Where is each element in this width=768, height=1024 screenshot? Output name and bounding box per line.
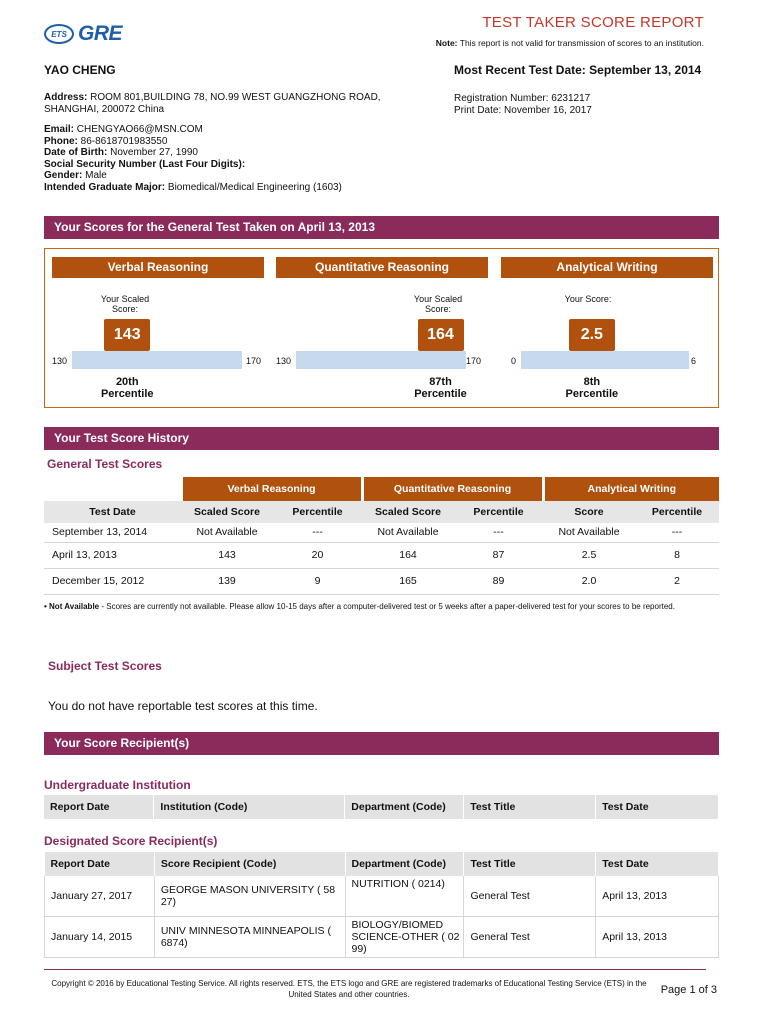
gender-row [44, 170, 342, 182]
column-header: Test Date [596, 795, 719, 819]
score-panel [44, 248, 719, 408]
email-row [44, 124, 342, 136]
email-value: CHENGYAO66@MSN.COM [76, 124, 203, 135]
range-max: 170 [246, 356, 262, 366]
score-card-quantitative [276, 257, 488, 405]
score-card-verbal [52, 257, 264, 405]
ssn-row [44, 159, 342, 171]
page-number: Page 1 of 3 [660, 984, 717, 996]
table-cell: General Test [464, 876, 596, 916]
score-range-bar [521, 351, 689, 369]
percentile-value: 87th [429, 376, 452, 388]
table-cell: 20 [273, 542, 362, 568]
table-cell: April 13, 2013 [44, 542, 181, 568]
table-cell: NUTRITION ( 0214) [345, 876, 464, 916]
group-header: Quantitative Reasoning [362, 477, 543, 501]
table-row [45, 876, 719, 916]
scores-section-bar: Your Scores for the General Test Taken on April 13, 2013 [44, 216, 719, 239]
footnote-label: • Not Available [44, 602, 100, 611]
not-available-footnote [44, 602, 719, 612]
designated-recipients-table [44, 852, 719, 958]
range-min: 0 [511, 356, 517, 366]
percentile-label: Percentile [414, 388, 467, 400]
address-value: ROOM 801,BUILDING 78, NO.99 WEST GUANGZHONG ROAD, SHANGHAI, 200072 China [44, 92, 381, 115]
table-cell: 2.0 [543, 568, 635, 594]
dob-row [44, 147, 342, 159]
table-cell: 9 [273, 568, 362, 594]
column-header: Test Date [44, 501, 181, 523]
table-cell: --- [273, 523, 362, 542]
table-cell: Not Available [181, 523, 273, 542]
report-note [436, 38, 704, 48]
table-cell: 2.5 [543, 542, 635, 568]
table-cell: December 15, 2012 [44, 568, 181, 594]
copyright-notice: Copyright © 2016 by Educational Testing Service. All rights reserved. ETS, the ETS logo and GRE are registered trademarks of Educational Testing Service (ETS) in the United States and other countries. [51, 979, 647, 999]
table-cell: April 13, 2013 [596, 876, 719, 916]
score-range-bar [296, 351, 466, 369]
column-header: Report Date [45, 852, 155, 876]
score-label: Your Score: [564, 294, 612, 304]
table-cell: 164 [362, 542, 454, 568]
print-date-label: Print Date: [454, 105, 502, 116]
table-header-row [44, 795, 719, 819]
registration-label: Registration Number: [454, 93, 549, 104]
most-recent-label: Most Recent Test Date: [454, 63, 586, 77]
column-header: Score [543, 501, 635, 523]
group-header: Analytical Writing [543, 477, 719, 501]
phone-label: Phone: [44, 135, 78, 147]
percentile-value: 8th [583, 376, 601, 388]
table-row [44, 542, 719, 568]
table-cell: --- [635, 523, 719, 542]
registration-info [454, 93, 592, 117]
range-max: 170 [466, 356, 482, 366]
table-header-row [45, 852, 719, 876]
column-header: Institution (Code) [154, 795, 345, 819]
gender-label: Gender: [44, 170, 83, 181]
table-cell: January 14, 2015 [45, 916, 155, 957]
table-cell: GEORGE MASON UNIVERSITY ( 58 27) [154, 876, 345, 916]
column-header: Test Title [464, 795, 596, 819]
table-cell: September 13, 2014 [44, 523, 181, 542]
table-cell: April 13, 2013 [596, 916, 719, 957]
report-title: TEST TAKER SCORE REPORT [482, 14, 704, 31]
most-recent-value: September 13, 2014 [589, 63, 702, 77]
column-header: Department (Code) [345, 795, 464, 819]
dob-value: November 27, 1990 [110, 147, 198, 158]
score-history-table [44, 477, 719, 595]
table-cell: 87 [454, 542, 543, 568]
subject-test-scores-heading: Subject Test Scores [48, 659, 162, 673]
column-header: Percentile [454, 501, 543, 523]
general-test-scores-heading: General Test Scores [47, 457, 163, 471]
group-header-row [44, 477, 719, 501]
column-header: Report Date [44, 795, 154, 819]
table-row [44, 568, 719, 594]
table-cell: 165 [362, 568, 454, 594]
table-cell: 8 [635, 542, 719, 568]
candidate-name: YAO CHENG [44, 63, 116, 77]
column-header-row [44, 501, 719, 523]
score-card-title: Analytical Writing [501, 257, 713, 278]
column-header: Scaled Score [181, 501, 273, 523]
registration-value: 6231217 [551, 93, 591, 104]
score-card-writing [501, 257, 713, 405]
ssn-label: Social Security Number (Last Four Digits): [44, 158, 246, 170]
major-value: Biomedical/Medical Engineering (1603) [167, 181, 342, 193]
percentile-label: Percentile [100, 388, 154, 400]
score-card-title: Verbal Reasoning [52, 257, 264, 278]
phone-row [44, 136, 342, 148]
dob-label: Date of Birth: [44, 147, 108, 158]
table-cell: 143 [181, 542, 273, 568]
candidate-details [44, 124, 342, 193]
note-label: Note: [435, 38, 458, 48]
scaled-score-label: Your Scaled Score: [100, 294, 150, 314]
column-header: Test Title [464, 852, 596, 876]
candidate-address [44, 92, 404, 116]
percentile-value: 20th [115, 376, 139, 388]
history-section-bar: Your Test Score History [44, 427, 719, 450]
address-label: Address: [44, 92, 88, 103]
table-row [45, 916, 719, 957]
table-cell: 139 [181, 568, 273, 594]
table-cell: BIOLOGY/BIOMED SCIENCE-OTHER ( 02 99) [345, 916, 464, 957]
score-value: 2.5 [569, 319, 615, 351]
score-card-title: Quantitative Reasoning [276, 257, 488, 278]
most-recent-test-date [454, 63, 701, 77]
table-cell: January 27, 2017 [45, 876, 155, 916]
major-row [44, 182, 342, 194]
designated-recipients-heading: Designated Score Recipient(s) [44, 834, 218, 848]
table-cell: Not Available [362, 523, 454, 542]
table-cell: 2 [635, 568, 719, 594]
group-header: Verbal Reasoning [181, 477, 362, 501]
score-range-bar [72, 351, 242, 369]
undergraduate-heading: Undergraduate Institution [44, 778, 191, 792]
major-label: Intended Graduate Major: [44, 181, 166, 193]
table-row [44, 523, 719, 542]
undergraduate-table [44, 795, 719, 819]
email-label: Email: [44, 124, 75, 135]
column-header: Score Recipient (Code) [154, 852, 345, 876]
print-date-value: November 16, 2017 [504, 105, 592, 116]
table-cell: General Test [464, 916, 596, 957]
recipients-section-bar: Your Score Recipient(s) [44, 732, 719, 755]
percentile-label: Percentile [565, 388, 619, 400]
column-header: Department (Code) [345, 852, 464, 876]
score-value: 143 [104, 319, 150, 351]
scaled-score-label: Your Scaled Score: [413, 294, 463, 314]
range-min: 130 [276, 356, 292, 366]
footer-divider [44, 969, 706, 970]
column-header: Test Date [596, 852, 719, 876]
phone-value: 86-8618701983550 [80, 135, 168, 147]
column-header: Percentile [273, 501, 362, 523]
column-header: Scaled Score [362, 501, 454, 523]
table-cell: UNIV MINNESOTA MINNEAPOLIS ( 6874) [154, 916, 345, 957]
table-cell: 89 [454, 568, 543, 594]
gender-value: Male [85, 170, 107, 181]
registration-number [454, 93, 592, 105]
ets-logo-icon: ETS [44, 24, 74, 44]
table-cell: Not Available [543, 523, 635, 542]
range-max: 6 [691, 356, 697, 366]
footnote-text: - Scores are currently not available. Please allow 10-15 days after a computer-delivered test or 5 weeks after a paper-delivered test for your scores to be reported. [101, 602, 675, 611]
no-subject-scores-message: You do not have reportable test scores at this time. [48, 699, 318, 713]
gre-wordmark: GRE [78, 22, 123, 45]
column-header: Percentile [635, 501, 719, 523]
table-cell: --- [454, 523, 543, 542]
score-value: 164 [418, 319, 464, 351]
range-min: 130 [52, 356, 68, 366]
note-text: This report is not valid for transmission of scores to an institution. [459, 38, 704, 48]
gre-logo [44, 22, 122, 46]
print-date [454, 105, 592, 117]
